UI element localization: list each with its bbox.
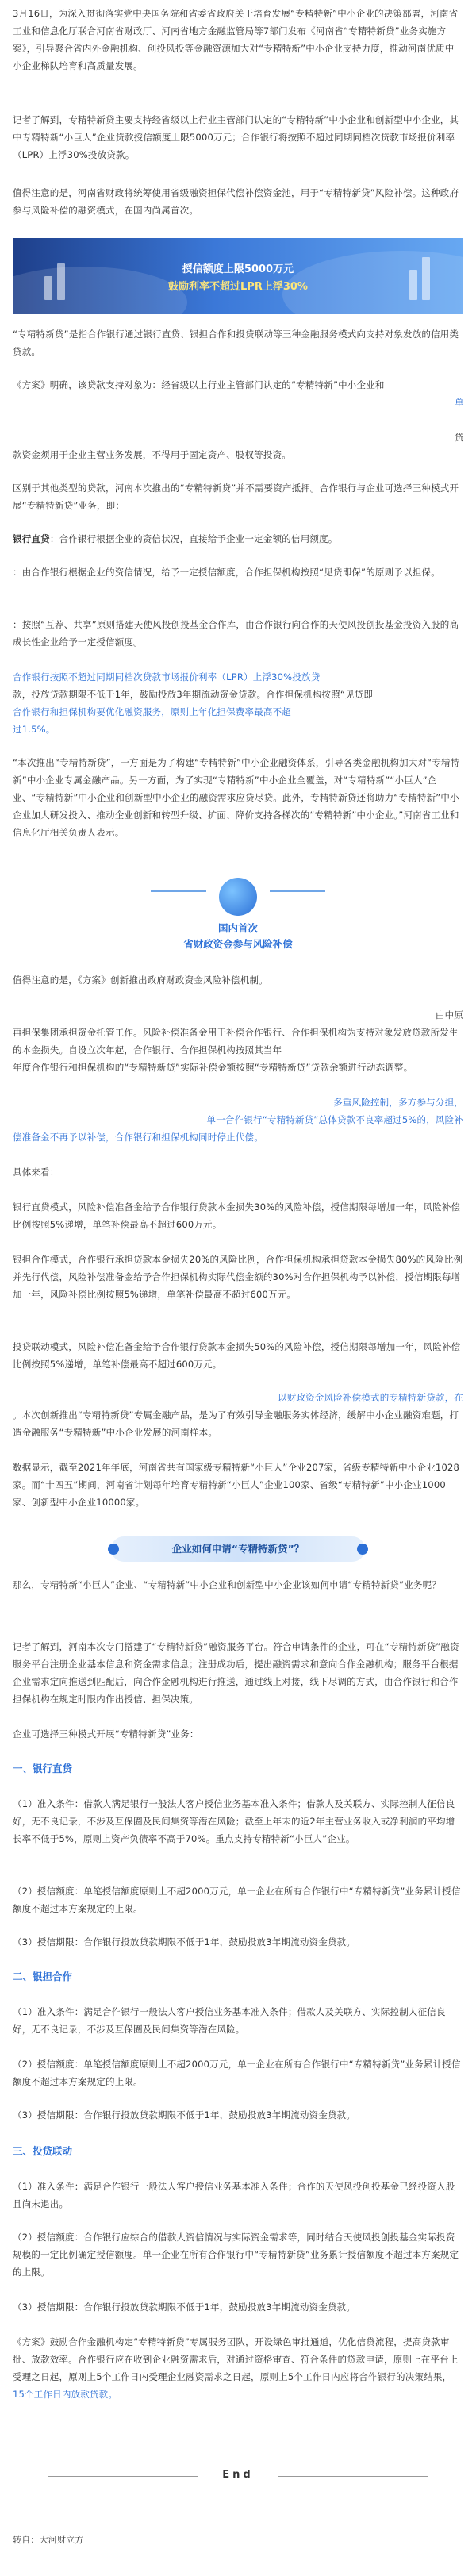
intro-paragraph-2: 记者了解到，专精特新贷主要支持经省级以上行业主管部门认定的“专精特新”中小企业和创新型中小企业，其中专精特新“小巨人”企业贷款授信额度上限5000万元；合作银行将按照不超过同期同档次贷款市场报价利率（LPR）上浮30%投放贷款。 xyxy=(13,114,459,160)
fund-usage-paragraph: 款资金须用于企业主营业务发展，不得用于固定资产、股权等投资。 xyxy=(13,449,291,460)
banner-line-2: 鼓励利率不超过LPR上浮30% xyxy=(168,281,308,293)
source-attribution: 转自：大河财立方 xyxy=(13,2535,84,2545)
section-emblem xyxy=(119,878,357,924)
service-paragraph-text: 《方案》鼓励合作金融机构定“专精特新贷”专属服务团队，开设绿色审批通道，优化信贷流程，提高贷款审批、放款效率。合作银行应在收到企业融资需求后，对通过资格审查、符合条件的贷款申请，原则上在平台上受理之日起，原则上5个工作日内受理企业融资需求之日起，原则上5个工作日内应将合作银行的决策结果， xyxy=(13,2336,459,2382)
s2-credit-limit: （2）授信额度：单笔授信额度原则上不超2000万元，单一企业在所有合作银行中“专精特新贷”业务累计授信额度不超过本方案规定的上限。 xyxy=(13,2059,461,2087)
service-paragraph-emphasis: 15个工作日内放款贷款。 xyxy=(13,2389,118,2400)
emblem-circle-icon xyxy=(219,878,257,916)
s3-admission: （1）准入条件：满足合作银行一般法人客户授信业务基本准入条件；合作的天使风投创投基金已经投资入股且尚未退出。 xyxy=(13,2181,455,2209)
detail-investment-loan: 投贷联动模式，风险补偿准备金给予合作银行贷款本金损失50%的风险补偿，授信期限每增加一年，风险补偿比例按照5%递增，单笔补偿最高不超过600万元。 xyxy=(13,1341,461,1370)
risk-mechanism-paragraph: 再担保集团承担资金托管工作。风险补偿准备金用于补偿合作银行、合作担保机构为支持对象发放贷款所发生的本金损失。自设立次年起，合作银行、合作担保机构按照其当年 xyxy=(13,1027,459,1055)
mode-investment-loan: ：按照“互荐、共享”原则搭建天使风投创投基金合作库，由合作银行向合作的天使风投创投基金投资入股的高成长性企业给予一定授信额度。 xyxy=(13,619,459,648)
modes-intro: 企业可选择三种模式开展“专精特新贷”业务： xyxy=(13,1728,199,1740)
detail-summary-paragraph: 。本次创新推出“专精特新贷”专属金融产品，是为了有效引导金融服务实体经济，缓解中小企业融资难题，打造金融服务“专精特新”中小企业发展的河南样本。 xyxy=(13,1409,459,1438)
risk-threshold-line-2: 偿准备金不再予以补偿，合作银行和担保机构同时停止代偿。 xyxy=(13,1132,263,1143)
section-title-line-1: 国内首次 xyxy=(217,922,258,934)
rate-line-2: 款，投放贷款期限不低于1年，鼓励投放3年期流动资金贷款。合作担保机构按照“见贷即 xyxy=(13,689,374,700)
service-paragraph xyxy=(13,2333,463,2403)
intro-paragraph-3: 值得注意的是，河南省财政将统筹使用省级融资担保代偿补偿资金池，用于“专精特新贷”风险补偿。这种政府参与风险补偿的融资模式，在国内尚属首次。 xyxy=(13,187,459,216)
emblem-wing-right xyxy=(270,890,325,892)
apply-section-title: 企业如何申请“专精特新贷”？ xyxy=(171,1543,305,1555)
blue-fragment: 单 xyxy=(455,397,464,408)
s2-term: （3）授信期限：合作银行投放贷款期限不低于1年，鼓励投放3年期流动资金贷款。 xyxy=(13,2109,356,2120)
detail-bank-direct: 银行直贷模式，风险补偿准备金给予合作银行贷款本金损失30%的风险补偿，授信期限每增加一年，风险补偿比例按照5%递增，单笔补偿最高不超过600万元。 xyxy=(13,1201,461,1230)
section-bank-direct-title: 一、银行直贷 xyxy=(13,1763,73,1774)
mode-bank-direct-text: ：合作银行根据企业的资信状况，直接给予企业一定金额的信用额度。 xyxy=(49,533,338,544)
s1-admission: （1）准入条件：借款人满足银行一般法人客户授信业务基本准入条件；借款人及关联方、实际控制人征信良好，无不良记录，不涉及互保圈及民间集资等潜在风险；截至上年末的近2年主营业务收入或净利润的平均增长率不低于5%，原则上资产负债率不高于70%。重点支持专精特新“小巨人”企业。 xyxy=(13,1798,455,1844)
s1-term: （3）授信期限：合作银行投放贷款期限不低于1年，鼓励投放3年期流动资金贷款。 xyxy=(13,1936,356,1947)
details-intro: 具体来看： xyxy=(13,1167,60,1178)
mode-bank-direct xyxy=(13,530,463,548)
rate-line-4: 过1.5%。 xyxy=(13,724,56,735)
mode-bank-guarantee: ：由合作银行根据企业的资信情况，给予一定授信额度，合作担保机构按照“见贷即保”的原则予以担保。 xyxy=(13,567,440,578)
no-collateral-paragraph: 区别于其他类型的贷款，河南本次推出的“专精特新贷”并不需要资产抵押。合作银行与企业可选择三种模式开展“专精特新贷”业务，即： xyxy=(13,483,459,511)
section-title-line-2: 省财政资金参与风险补偿 xyxy=(183,938,293,950)
s3-term: （3）授信期限：合作银行投放贷款期限不低于1年，鼓励投放3年期流动资金贷款。 xyxy=(13,2301,356,2313)
policy-explanation-paragraph: “本次推出“专精特新贷”，一方面是为了构建“专精特新”中小企业融资体系，引导各类金融机构加大对“专精特新”中小企业专属金融产品。另一方面，为了实现“专精特新”中小企业全覆盖，对“专精特新”“小巨人”企业、“专精特新”中小企业和创新型中小企业的融资需求应贷尽贷。此外，专精特新贷还将助力“专精特新”中小企业加大研发投入、推动企业创新和转型升级、扩面、降价支持各梯次的“专精特新”中小企业。”河南省工业和信息化厅相关负责人表示。 xyxy=(13,757,460,838)
pill-cap-right xyxy=(357,1544,368,1555)
section-investment-loan-title: 三、投贷联动 xyxy=(13,2145,73,2157)
rate-line-3: 合作银行和担保机构要优化融资服务，原则上年化担保费率最高不超 xyxy=(13,706,291,717)
section-bank-guarantee-title: 二、银担合作 xyxy=(13,1970,73,1982)
banner-line-1: 授信额度上限5000万元 xyxy=(182,263,294,275)
risk-adjustment-paragraph: 年度合作银行和担保机构的“专精特新贷”实际补偿金额按照“专精特新贷”贷款余额进行动态调整。 xyxy=(13,1062,413,1073)
end-divider-left xyxy=(48,2476,198,2477)
apply-section-header xyxy=(111,1536,365,1562)
end-mark: End xyxy=(222,2469,254,2481)
fragment: 贷 xyxy=(455,432,464,443)
question-paragraph: 那么，专精特新“小巨人”企业、“专精特新”中小企业和创新型中小企业该如何申请“专精特新贷”业务呢？ xyxy=(13,1579,442,1590)
definition-paragraph: “专精特新贷”是指合作银行通过银行直贷、银担合作和投贷联动等三种金融服务模式向支持对象发放的信用类贷款。 xyxy=(13,329,459,357)
mode-bank-direct-label: 银行直贷 xyxy=(13,533,50,544)
intro-paragraph-1: 3月16日，为深入贯彻落实党中央国务院和省委省政府关于培育发展“专精特新”中小企业的决策部署，河南省工业和信息化厅联合河南省财政厅、河南省地方金融监管局等7部门发布《河南省“专精特新贷”业务实施方案》，引导聚合省内外金融机构、创投风投等金融资源加大对“专精特新”中小企业支持力度，推动河南优质中小企业梯队培育和高质量发展。 xyxy=(13,8,459,71)
statistics-paragraph: 数据显示，截至2021年年底，河南省共有国家级专精特新“小巨人”企业207家，省级专精特新中小企业1028家。而“十四五”期间，河南省计划每年培育专精特新“小巨人”企业100家、省级“专精特新”中小企业1000家、创新型中小企业10000家。 xyxy=(13,1462,459,1508)
s3-credit-limit: （2）授信额度：合作银行应综合的借款人资信情况与实际资金需求等，同时结合天使风投创投基金实际投资规模的一定比例确定授信额度。单一企业在所有合作银行中“专精特新贷”业务累计授信额度不超过本方案规定的上限。 xyxy=(13,2232,459,2278)
rate-line-1: 合作银行按照不超过同期同档次贷款市场报价利率（LPR）上浮30%投放贷 xyxy=(13,671,321,682)
s2-admission: （1）准入条件：满足合作银行一般法人客户授信业务基本准入条件；借款人及关联方、实际控制人征信良好，无不良记录，不涉及互保圈及民间集资等潜在风险。 xyxy=(13,2006,446,2035)
risk-intro: 值得注意的是，《方案》创新推出政府财政资金风险补偿机制。 xyxy=(13,975,268,986)
pill-cap-left xyxy=(108,1544,119,1555)
emblem-wing-left xyxy=(151,890,206,892)
answer-paragraph: 记者了解到，河南本次专门搭建了“专精特新贷”融资服务平台。符合申请条件的企业，可在“专精特新贷”融资服务平台注册企业基本信息和资金需求信息；注册成功后，提出融资需求和意向合作金融机构；服务平台根据企业需求定向推送到匹配后，向合作金融机构进行推送，通过线上对接，线下尽调的方式，由合作银行和合作担保机构在规定时限内作出授信、担保决策。 xyxy=(13,1641,459,1705)
end-divider-right xyxy=(278,2476,428,2477)
risk-emphasis: 多重风险控制，多方参与分担， xyxy=(333,1097,463,1108)
detail-bank-guarantee: 银担合作模式，合作银行承担贷款本金损失20%的风险比例，合作担保机构承担贷款本金损失80%的风险比例并先行代偿，风险补偿准备金给予合作担保机构实际代偿金额的30%对合作担保机构予以补偿，授信期限每增加一年，风险补偿比例按照5%递增，单笔补偿最高不超过600万元。 xyxy=(13,1254,463,1300)
s1-credit-limit: （2）授信额度：单笔授信额度原则上不超2000万元，单一企业在所有合作银行中“专精特新贷”业务累计授信额度不超过本方案规定的上限。 xyxy=(13,1886,461,1914)
risk-fragment: 由中原 xyxy=(435,1009,463,1021)
support-target-paragraph: 《方案》明确，该贷款支持对象为：经省级以上行业主管部门认定的“专精特新”中小企业和 xyxy=(13,379,385,390)
detail-summary-emphasis: 以财政资金风险补偿模式的专精特新贷款，在 xyxy=(278,1392,463,1403)
credit-limit-banner xyxy=(13,238,463,314)
risk-threshold-line-1: 单一合作银行“专精特新贷”总体贷款不良率超过5%的，风险补 xyxy=(206,1114,463,1125)
